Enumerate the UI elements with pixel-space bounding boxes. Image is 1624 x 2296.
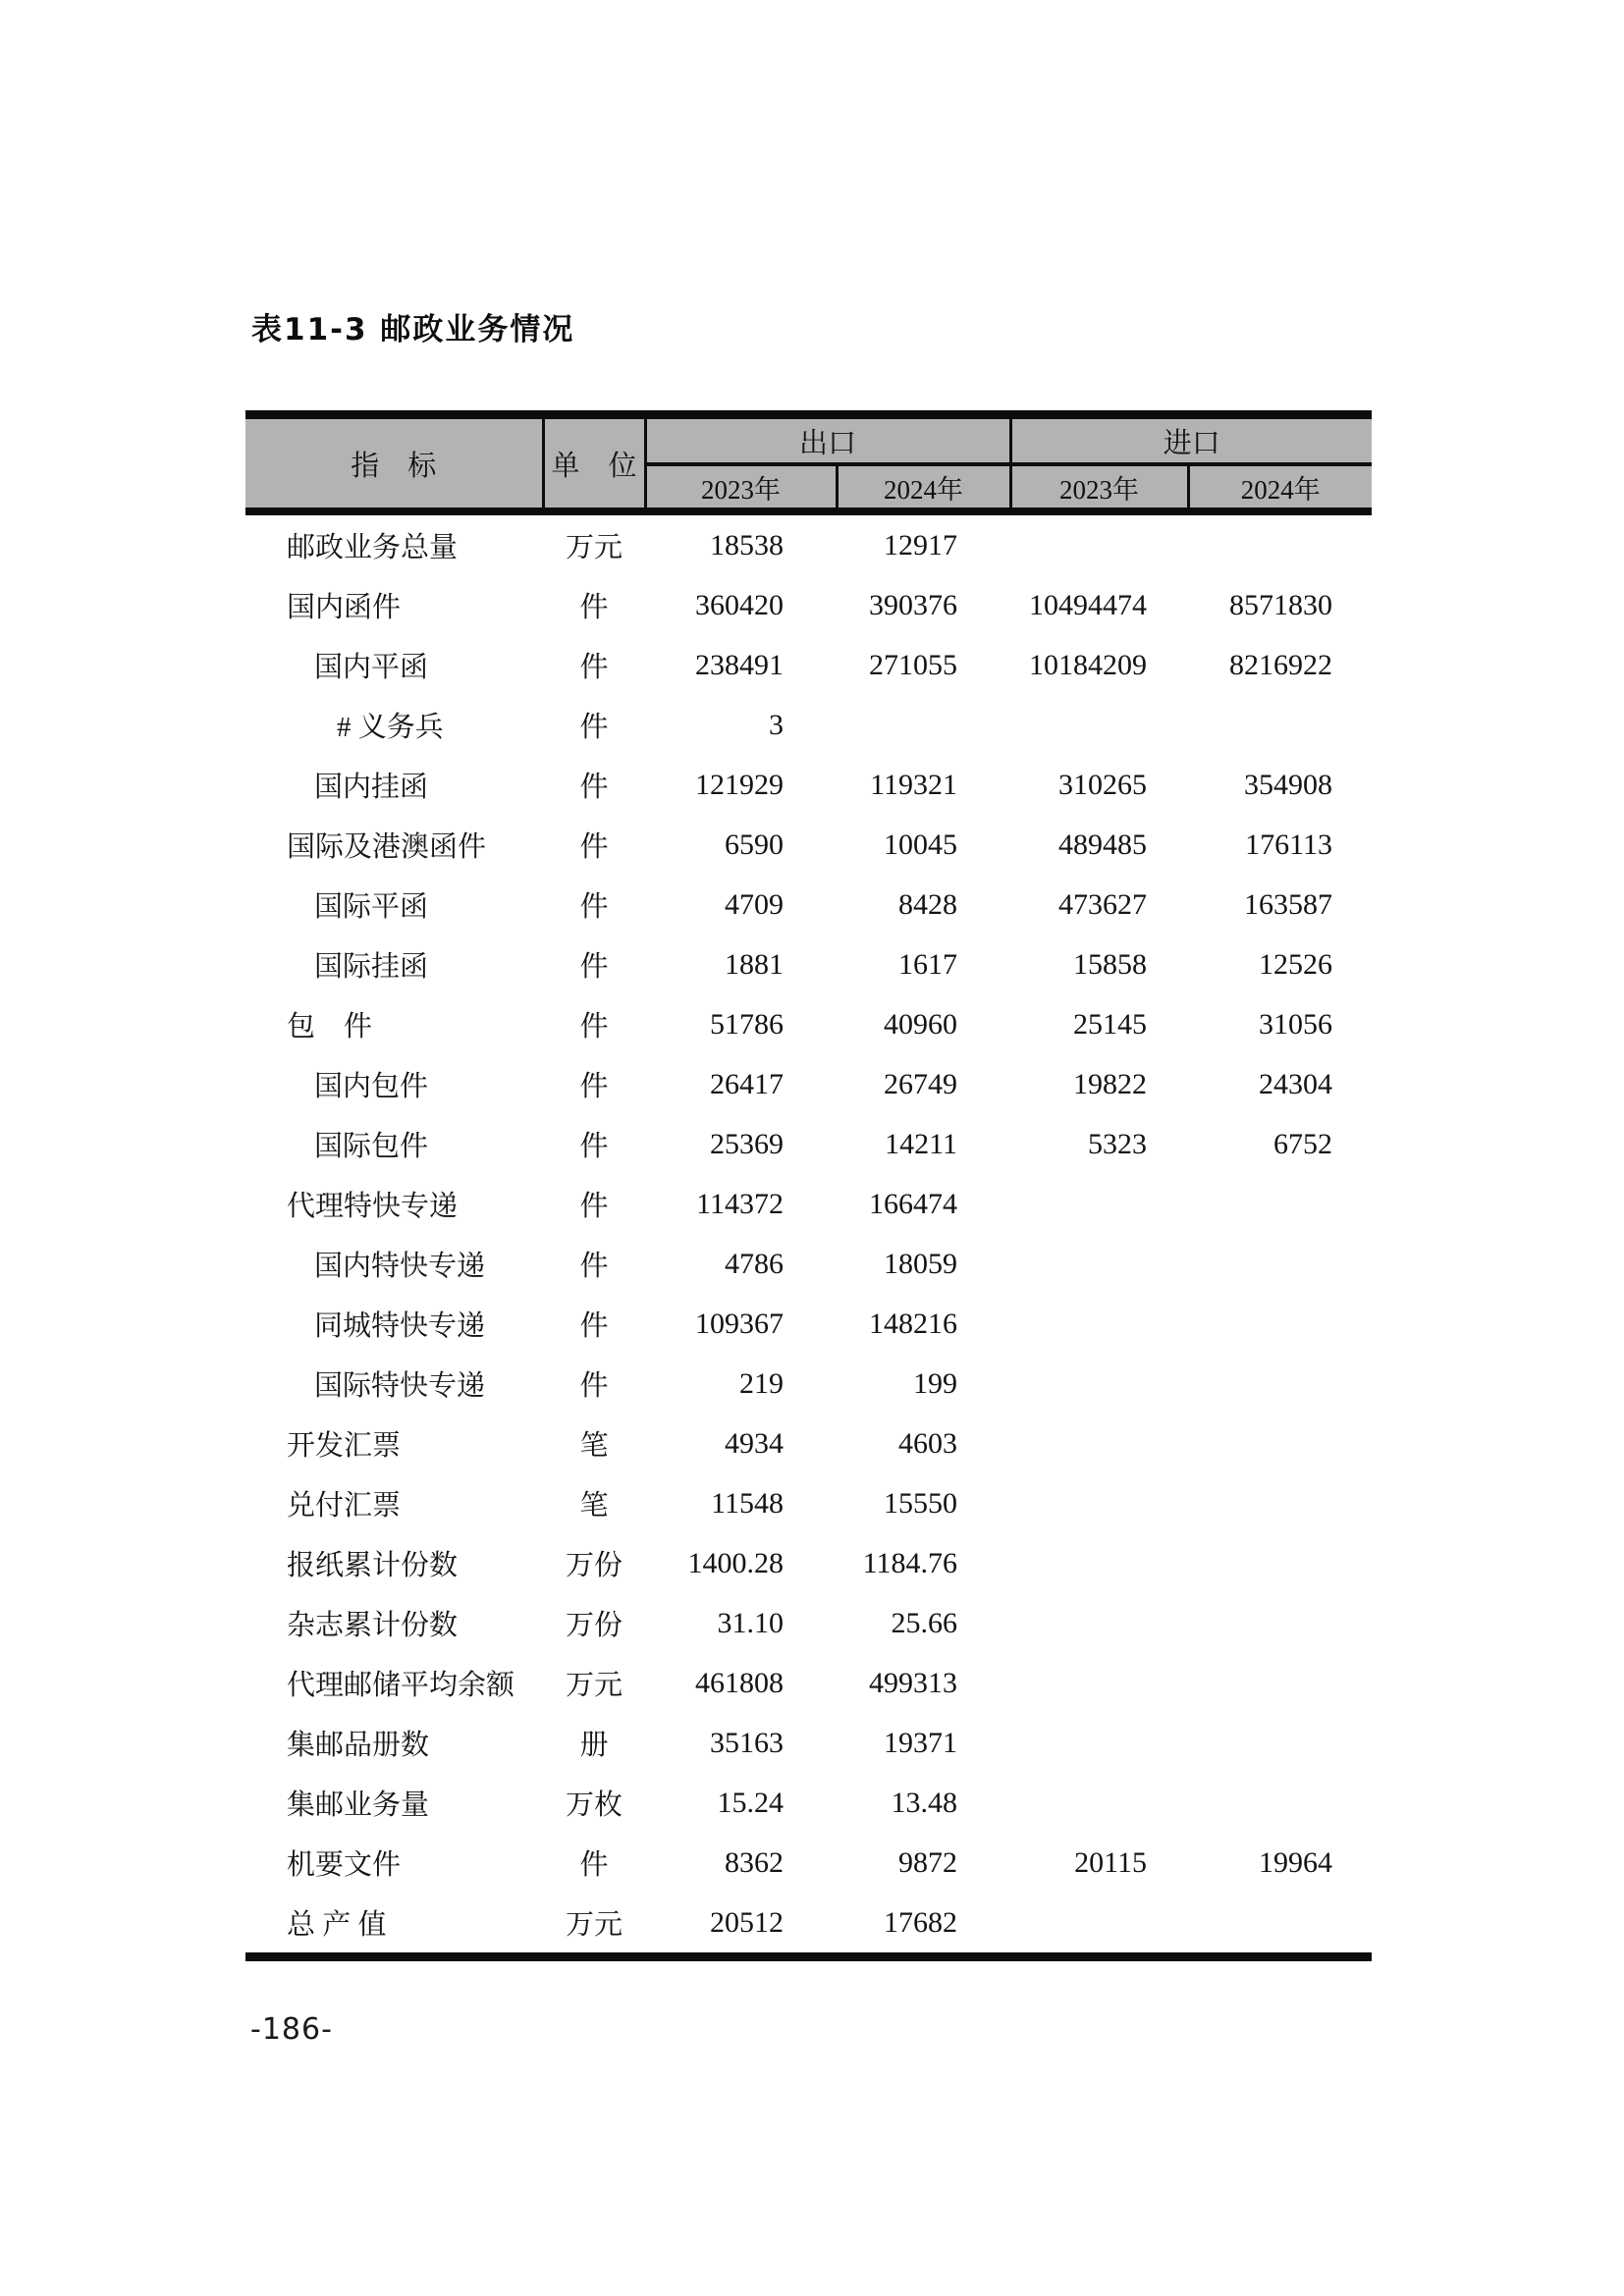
column-header-import-2024: 2024年 (1188, 464, 1372, 511)
unit-cell: 件 (579, 891, 609, 923)
unit-cell: 万元 (565, 1909, 623, 1941)
import-2023-cell: 25145 (1073, 1007, 1148, 1041)
export-2024-cell: 148216 (869, 1307, 958, 1340)
export-2023-cell: 1881 (725, 947, 784, 981)
export-2024-cell: 1184.76 (862, 1546, 958, 1579)
unit-cell: 件 (579, 1131, 609, 1162)
table-row (245, 1114, 1372, 1174)
indicator-cell: 集邮业务量 (287, 1789, 430, 1821)
import-2023-cell (1010, 1773, 1188, 1833)
table-row (245, 575, 1372, 635)
import-2024-cell: 8571830 (1229, 588, 1333, 621)
import-2024-cell: 6752 (1273, 1127, 1333, 1160)
export-2024-cell: 271055 (869, 648, 958, 681)
export-2023-cell: 26417 (710, 1067, 784, 1100)
indicator-cell: 邮政业务总量 (287, 532, 459, 563)
export-2024-cell: 8428 (898, 887, 958, 921)
export-2023-cell: 6590 (725, 828, 784, 861)
import-2024-cell: 354908 (1244, 768, 1333, 801)
export-2023-cell: 25369 (710, 1127, 784, 1160)
import-2024-cell (1188, 1174, 1372, 1234)
import-2023-cell: 5323 (1088, 1127, 1148, 1160)
indicator-cell: 国内包件 (314, 1071, 429, 1102)
export-2024-cell: 1617 (898, 947, 958, 981)
import-2023-cell: 15858 (1073, 947, 1148, 981)
column-group-export: 出口 (645, 415, 1010, 465)
export-2024-cell: 13.48 (891, 1786, 958, 1819)
unit-cell: 件 (579, 712, 609, 743)
table-row (245, 1893, 1372, 1957)
table-row (245, 1174, 1372, 1234)
indicator-cell: 代理特快专递 (287, 1191, 459, 1222)
export-2023-cell: 121929 (695, 768, 784, 801)
unit-cell: 件 (579, 831, 609, 863)
indicator-cell: # 义务兵 (337, 712, 444, 743)
export-2024-cell: 17682 (884, 1905, 958, 1939)
unit-cell: 件 (579, 1251, 609, 1282)
export-2023-cell: 51786 (710, 1007, 784, 1041)
import-2023-cell (1010, 1653, 1188, 1713)
page-number: -186- (250, 2012, 333, 2047)
unit-cell: 件 (579, 1310, 609, 1342)
import-2023-cell: 10184209 (1029, 648, 1148, 681)
indicator-cell: 国内挂函 (314, 772, 429, 803)
unit-cell: 笔 (579, 1430, 609, 1462)
export-2024-cell: 40960 (884, 1007, 958, 1041)
import-2024-cell: 176113 (1245, 828, 1333, 861)
unit-cell: 件 (579, 592, 609, 623)
indicator-cell: 机要文件 (287, 1849, 402, 1881)
export-2023-cell: 360420 (695, 588, 784, 621)
indicator-cell: 兑付汇票 (287, 1490, 402, 1522)
indicator-cell: 国际包件 (314, 1131, 429, 1162)
import-2023-cell (1010, 1893, 1188, 1957)
export-2023-cell: 35163 (710, 1726, 784, 1759)
import-2023-cell (1010, 695, 1188, 755)
export-2023-cell: 1400.28 (687, 1546, 784, 1579)
import-2024-cell (1188, 1414, 1372, 1473)
export-2024-cell: 14211 (885, 1127, 958, 1160)
import-2023-cell (1010, 1354, 1188, 1414)
import-2024-cell (1188, 1533, 1372, 1593)
indicator-cell: 包 件 (287, 1011, 373, 1042)
table-row (245, 511, 1372, 575)
import-2024-cell: 19964 (1259, 1845, 1333, 1879)
import-2024-cell (1188, 1234, 1372, 1294)
table-row (245, 695, 1372, 755)
table-row (245, 1533, 1372, 1593)
unit-cell: 万元 (565, 1670, 623, 1701)
import-2024-cell (1188, 1473, 1372, 1533)
indicator-cell: 集邮品册数 (287, 1730, 430, 1761)
import-2024-cell (1188, 511, 1372, 575)
import-2023-cell (1010, 1174, 1188, 1234)
import-2024-cell (1188, 1653, 1372, 1713)
import-2023-cell: 10494474 (1029, 588, 1148, 621)
indicator-cell: 国内函件 (287, 592, 402, 623)
table-row (245, 875, 1372, 934)
unit-cell: 件 (579, 772, 609, 803)
unit-cell: 册 (579, 1730, 609, 1761)
table-row (245, 1234, 1372, 1294)
table-row (245, 635, 1372, 695)
table-body (245, 511, 1372, 1957)
table-header (245, 415, 1372, 512)
export-2023-cell: 4786 (725, 1247, 784, 1280)
export-2024-cell: 12917 (884, 528, 958, 561)
export-2024-cell: 119321 (870, 768, 958, 801)
table-row (245, 994, 1372, 1054)
import-2024-cell (1188, 695, 1372, 755)
import-2024-cell (1188, 1354, 1372, 1414)
table-row (245, 1414, 1372, 1473)
unit-cell: 件 (579, 951, 609, 983)
page-title: 表11-3 邮政业务情况 (251, 312, 575, 347)
export-2024-cell: 499313 (869, 1666, 958, 1699)
import-2024-cell: 31056 (1259, 1007, 1333, 1041)
import-2024-cell: 8216922 (1229, 648, 1333, 681)
column-group-import: 进口 (1010, 415, 1372, 465)
import-2023-cell (1010, 1414, 1188, 1473)
column-header-unit: 单 位 (543, 415, 645, 512)
indicator-cell: 代理邮储平均余额 (287, 1670, 515, 1701)
table-row (245, 1054, 1372, 1114)
table-row (245, 1294, 1372, 1354)
export-2023-cell: 18538 (710, 528, 784, 561)
export-2023-cell: 15.24 (717, 1786, 784, 1819)
export-2024-cell: 15550 (884, 1486, 958, 1520)
indicator-cell: 国际特快专递 (314, 1370, 486, 1402)
table-row (245, 1354, 1372, 1414)
table-row (245, 1473, 1372, 1533)
export-2023-cell: 461808 (695, 1666, 784, 1699)
indicator-cell: 国内平函 (314, 652, 429, 683)
unit-cell: 万份 (565, 1550, 623, 1581)
unit-cell: 万份 (565, 1610, 623, 1641)
import-2023-cell (1010, 1473, 1188, 1533)
import-2024-cell (1188, 1593, 1372, 1653)
table-row (245, 1833, 1372, 1893)
indicator-cell: 国际及港澳函件 (287, 831, 487, 863)
unit-cell: 件 (579, 1191, 609, 1222)
import-2024-cell (1188, 1294, 1372, 1354)
import-2023-cell (1010, 511, 1188, 575)
indicator-cell: 国内特快专递 (314, 1251, 486, 1282)
unit-cell: 笔 (579, 1490, 609, 1522)
table-row (245, 1653, 1372, 1713)
unit-cell: 件 (579, 1011, 609, 1042)
import-2023-cell (1010, 1593, 1188, 1653)
indicator-cell: 同城特快专递 (314, 1310, 486, 1342)
export-2024-cell: 199 (913, 1366, 958, 1400)
export-2024-cell: 9872 (898, 1845, 958, 1879)
import-2023-cell: 473627 (1058, 887, 1148, 921)
table-row (245, 815, 1372, 875)
export-2024-cell: 19371 (884, 1726, 958, 1759)
indicator-cell: 国际平函 (314, 891, 429, 923)
unit-cell: 件 (579, 1849, 609, 1881)
export-2024-cell: 25.66 (891, 1606, 958, 1639)
import-2024-cell: 24304 (1259, 1067, 1333, 1100)
table-row (245, 755, 1372, 815)
column-header-indicator: 指 标 (245, 415, 543, 512)
export-2023-cell: 4934 (725, 1426, 784, 1460)
export-2024-cell: 390376 (869, 588, 958, 621)
export-2024-cell: 26749 (884, 1067, 958, 1100)
indicator-cell: 国际挂函 (314, 951, 429, 983)
export-2023-cell: 20512 (710, 1905, 784, 1939)
import-2023-cell: 20115 (1074, 1845, 1148, 1879)
export-2023-cell: 3 (769, 708, 784, 741)
export-2023-cell: 114372 (696, 1187, 784, 1220)
import-2023-cell (1010, 1713, 1188, 1773)
export-2023-cell: 31.10 (717, 1606, 784, 1639)
table-row (245, 934, 1372, 994)
unit-cell: 万元 (565, 532, 623, 563)
export-2024-cell: 166474 (869, 1187, 958, 1220)
unit-cell: 万枚 (565, 1789, 623, 1821)
indicator-cell: 杂志累计份数 (287, 1610, 459, 1641)
import-2024-cell: 163587 (1244, 887, 1333, 921)
column-header-export-2023: 2023年 (645, 464, 837, 511)
import-2024-cell (1188, 1713, 1372, 1773)
unit-cell: 件 (579, 1071, 609, 1102)
indicator-cell: 开发汇票 (287, 1430, 402, 1462)
postal-business-table (245, 410, 1372, 1961)
export-2023-cell: 238491 (695, 648, 784, 681)
import-2023-cell (1010, 1294, 1188, 1354)
export-2024-cell (837, 695, 1010, 755)
export-2024-cell: 4603 (898, 1426, 958, 1460)
unit-cell: 件 (579, 652, 609, 683)
export-2024-cell: 10045 (884, 828, 958, 861)
import-2023-cell: 19822 (1073, 1067, 1148, 1100)
table-row (245, 1713, 1372, 1773)
export-2023-cell: 109367 (695, 1307, 784, 1340)
export-2023-cell: 219 (739, 1366, 784, 1400)
export-2024-cell: 18059 (884, 1247, 958, 1280)
import-2024-cell: 12526 (1259, 947, 1333, 981)
table-row (245, 1593, 1372, 1653)
indicator-cell: 总 产 值 (287, 1909, 387, 1941)
indicator-cell: 报纸累计份数 (287, 1550, 459, 1581)
import-2023-cell: 310265 (1058, 768, 1148, 801)
import-2024-cell (1188, 1893, 1372, 1957)
export-2023-cell: 11548 (711, 1486, 784, 1520)
import-2023-cell (1010, 1234, 1188, 1294)
import-2023-cell (1010, 1533, 1188, 1593)
table-row (245, 1773, 1372, 1833)
import-2023-cell: 489485 (1058, 828, 1148, 861)
export-2023-cell: 8362 (725, 1845, 784, 1879)
export-2023-cell: 4709 (725, 887, 784, 921)
column-header-export-2024: 2024年 (837, 464, 1010, 511)
import-2024-cell (1188, 1773, 1372, 1833)
column-header-import-2023: 2023年 (1010, 464, 1188, 511)
unit-cell: 件 (579, 1370, 609, 1402)
